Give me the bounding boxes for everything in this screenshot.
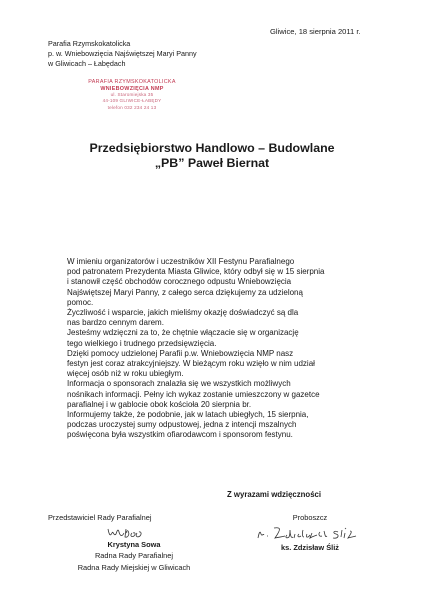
signatory-role: Przedstawiciel Rady Parafialnej [48,513,152,522]
handwritten-signature-icon [106,525,152,540]
body-line: nośnikach informacji. Pełny ich wykaz zostanie umieszczony w gazetce [67,389,320,399]
body-line: i stanowił część obchodów corocznego odpustu Wniebowzięcia [67,277,292,287]
body-paragraph [48,328,374,348]
body-line: pomoc. [67,297,94,307]
body-line: poświęcona była wszystkim ofiarodawcom i sponsorom festynu. [67,430,293,440]
handwritten-signature-icon [254,522,366,544]
signatory-title: Radna Rady Miejskiej w Gliwicach [77,563,191,572]
recipient-line: Przedsiębiorstwo Handlowo – Budowlane [89,141,335,155]
body-line: Informujemy także, że podobnie, jak w latach ubiegłych, 15 sierpnia, [67,410,309,420]
body-line: festyn jest coraz atrakcyjniejszy. W bieżącym roku wzięło w nim udział [67,359,315,369]
body-line: Życzliwość i wsparcie, jakich mieliśmy okazję doświadczyć są dla [67,308,299,318]
parish-stamp [68,79,196,111]
signatory-name: Krystyna Sowa [107,540,161,549]
body-line: Dzięki pomocy udzielonej Parafii p.w. Wniebowzięcia NMP nasz [67,348,294,358]
body-line: Informacja o sponsorach znalazła się we wszystkich możliwych [67,379,291,389]
body-paragraph [48,257,374,308]
stamp-line: 44-109 GLIWICE-ŁABĘDY [102,98,162,104]
sender-line: p. w. Wniebowzięcia Najświętszej Maryi Panny [48,49,197,58]
stamp-line: telefon 032 234 24 13 [107,104,157,110]
signatory-title: Radna Rady Parafialnej [94,551,174,560]
body-line: nas bardzo cennym darem. [67,318,164,328]
stamp-line: WNIEBOWZIĘCIA NMP [100,85,164,92]
closing-phrase: Z wyrazami wdzięczności [227,490,322,499]
body-line: Jesteśmy wdzięczni za to, że chętnie włączacie się w organizację [67,328,299,338]
stamp-line: ul. Staromiejska 35 [110,92,154,97]
signatory-role: Proboszcz [292,513,328,522]
sender-line: w Gliwicach – Łabędach [48,59,126,68]
body-paragraph [48,308,374,328]
sender-line: Parafia Rzymskokatolicka [48,39,131,48]
recipient-heading [0,141,424,171]
body-paragraph [48,379,374,410]
body-line: parafialnej i w gablocie obok kościoła 20 sierpnia br. [67,399,252,409]
signatory-name: ks. Zdzisław Śliż [281,543,339,552]
letter-body [48,257,374,441]
recipient-line: „PB” Paweł Biernat [154,156,270,170]
body-line: Najświętszej Maryi Panny, z całego serca dziękujemy za udzieloną [67,287,303,297]
body-line: podczas uroczystej sumy odpustowej, jedna z intencji mszalnych [67,420,297,430]
body-paragraph [48,410,374,441]
stamp-line: PARAFIA RZYMSKOKATOLICKA [88,79,176,85]
body-line: W imieniu organizatorów i uczestników XII Festynu Parafialnego [67,257,295,266]
body-paragraph [48,349,374,380]
body-line: więcej osób niż w roku ubiegłym. [67,369,184,379]
body-line: tego wielkiego i trudnego przedsięwzięcia. [67,338,217,348]
body-line: pod patronatem Prezydenta Miasta Gliwice, który odbył się w 15 sierpnia [67,267,325,277]
letter-date: Gliwice, 18 sierpnia 2011 r. [270,27,361,36]
sender-address [48,39,197,69]
